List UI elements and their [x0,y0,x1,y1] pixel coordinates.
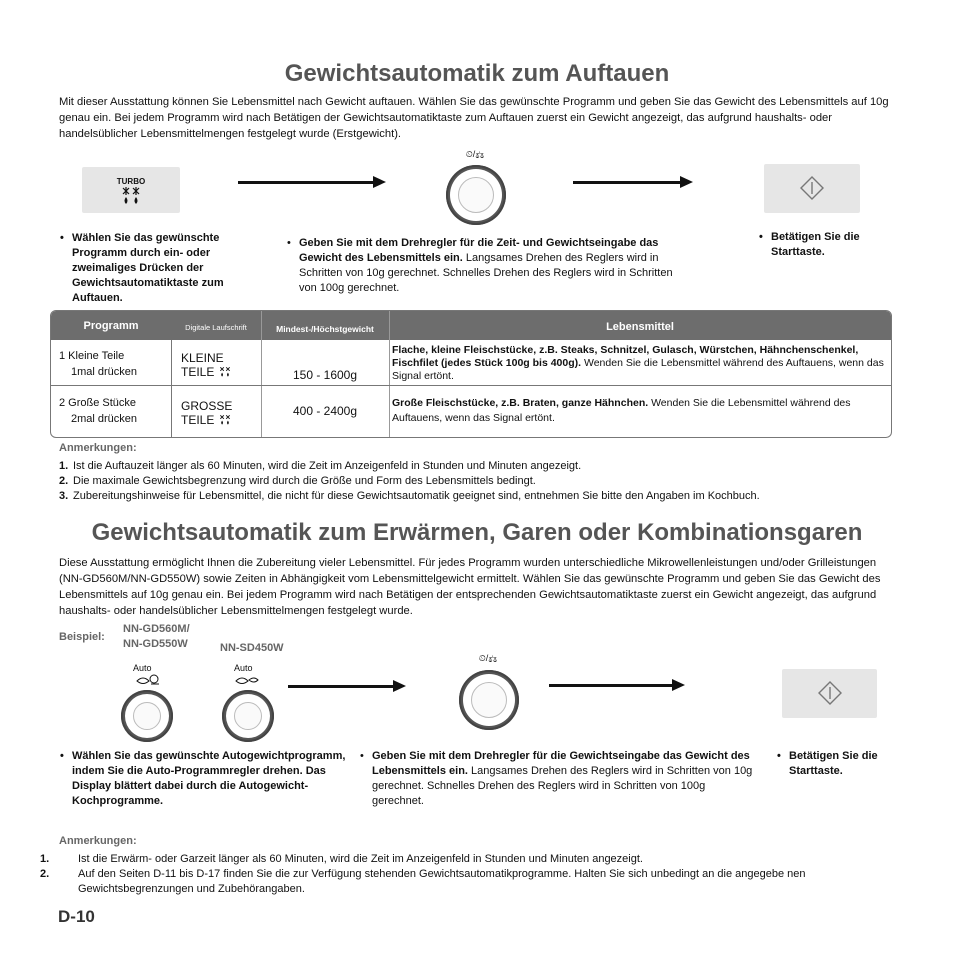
note-number: 2. [59,475,69,487]
model-a-line2: NN-GD550W [123,638,188,650]
header-lebensmittel: Lebensmittel [606,321,674,333]
row1-food-text: Wenden Sie die Lebensmittel während des Auftauens, wenn das Signal ertönt. [392,357,884,382]
auto-label-2: Auto [234,663,253,673]
model-b: NN-SD450W [220,642,284,654]
row2-programm-2: 2mal drücken [71,413,138,425]
start-button-2[interactable] [782,669,877,718]
arrow-right-4 [549,684,673,687]
note-item [59,474,899,489]
bullet-dot: • [287,237,291,249]
row1-food [392,344,888,383]
defrost-icon [119,186,143,206]
section1-notes [59,459,899,504]
row1-food-bold: Flache, kleine Fleischstücke, z.B. Steaks, Schnitzel, Gulasch, Würstchen, Hähnchenschenkel, Fischfilet (jedes Stück 100g bis 400g). [392,344,859,369]
example-label: Beispiel: [59,631,105,643]
defrost-icon [218,414,232,426]
row2-food-text: Wenden Sie die Lebensmittel während des Auftauens, wenn das Signal ertönt. [392,397,851,424]
row1-display-1: KLEINE [181,351,224,365]
row2-food-bold: Große Fleischstücke, z.B. Braten, ganze Hähnchen. [392,397,649,409]
bullet-dot: • [759,231,763,243]
auto-program-dial-2[interactable] [222,690,274,742]
bullet-dot: • [360,750,364,762]
row1-programm-2: 1mal drücken [71,366,138,378]
section2-step2-bold: Geben Sie mit dem Drehregler für die Gewichtseingabe das Gewicht des Lebensmittels ein. [372,750,750,777]
section2-step3-text: Betätigen Sie die Starttaste. [789,750,878,777]
weight-dial[interactable] [459,670,519,730]
section1-step3-text: Betätigen Sie die Starttaste. [771,231,860,258]
section1-step1 [60,231,257,306]
header-gewicht: Mindest-/Höchstgewicht [276,324,374,334]
model-a-line1: NN-GD560M/ [123,623,190,635]
row2-display-1: GROSSE [181,399,233,413]
section1-title: Gewichtsautomatik zum Auftauen [284,60,670,87]
section1-step2-bold: Geben Sie mit dem Drehregler für die Zeit- und Gewichtseingabe das Gewicht des Lebensmittels ein. [299,237,659,264]
note-text: Die maximale Gewichtsbegrenzung wird durch die Größe und Form des Lebensmittels bedingt. [73,475,536,487]
header-programm: Programm [83,320,139,332]
defrost-program-table [50,310,892,438]
header-digitale-laufschrift: Digitale Laufschrift [185,323,247,332]
section1-step2-text: Langsames Drehen des Reglers wird in Schritten von 10g gerechnet. Schnelles Drehen des Reglers wird in Schritten von 100g gerechnet. [299,252,673,294]
time-weight-dial[interactable] [446,165,506,225]
page-number: D-10 [58,907,95,926]
start-button[interactable] [764,164,860,213]
section1-intro: Mit dieser Ausstattung können Sie Lebensmittel nach Gewicht auftauen. Wählen Sie das gewünschte Programm und geben Sie das Gewicht des Lebensmittels auf 10g genau ein. Bei jedem Programm wird nach Betätigen der Gewichtsautomatiktaste zum Auftauen zuerst ein Gewicht angezeigt, das aufgrund haushalts- oder handelsüblicher Lebensmittelmengen festgelegt wurde (Erstgewicht). [59,96,889,140]
row1-display-2-text: TEILE [181,365,215,379]
section2-intro: Diese Ausstattung ermöglicht Ihnen die Zubereitung vieler Lebensmittel. Für jedes Programm wurden unterschiedliche Mikrowellenleistungen und/oder Grilleistungen (NN-GD560M/NN-GD550W) sowie Zeiten in Abhängigkeit vom Lebensmittelgewicht ermittelt. Wählen Sie das gewünschte Programm und geben Sie das Gewicht des Lebensmittels auf 10g genau ein. Bei jedem Programm wird nach Betätigen der entsprechenden Gewichtsautomatiktaste zuerst ein Gewicht angezeigt, das aufgrund haushalts- oder handelsüblicher Lebensmittelmengen festgelegt wurde. [59,557,881,617]
section2-step3 [777,749,884,779]
note-item [40,852,895,867]
arrow-right-2 [573,181,681,184]
time-weight-dial-label: ⏲/⚖ [465,149,485,159]
note-text: Auf den Seiten D-11 bis D-17 finden Sie die zur Verfügung stehenden Gewichtsautomatikprogramme. Halten Sie sich unbedingt an die angegebe nen Gewichtsbegrenzungen und Zubehörangaben. [78,868,806,895]
section1-step2 [287,236,691,296]
defrost-icon [218,366,232,378]
section1-notes-title: Anmerkungen: [59,442,137,454]
bullet-dot: • [60,232,64,244]
row1-weight: 150 - 1600g [292,368,358,382]
model-a [123,622,190,652]
section2-notes [40,852,895,897]
section1-step1-text: Wählen Sie das gewünschte Programm durch ein- oder zweimaliges Drücken der Gewichtsautomatiktaste zum Auftauen. [72,232,224,304]
turbo-label: TURBO [116,177,146,186]
section2-step2-text: Langsames Drehen des Reglers wird in Schritten von 10g gerechnet. Schnelles Drehen des Reglers wird in Schritten von 100g gerechnet. [372,765,753,807]
section1-step3 [759,230,881,260]
note-item [59,459,899,474]
bullet-dot: • [60,750,64,762]
row1-programm-1: 1 Kleine Teile [59,350,125,362]
section2-step1-text: Wählen Sie das gewünschte Autogewichtprogramm, indem Sie die Auto-Programmregler drehen. Das Display blättert dabei durch die Autogewicht-Kochprogramme. [72,750,346,807]
note-text: Ist die Erwärm- oder Garzeit länger als 60 Minuten, wird die Zeit im Anzeigenfeld in Stunden und Minuten angezeigt. [78,853,643,865]
auto-program-dial-1[interactable] [121,690,173,742]
note-item [59,489,899,504]
turbo-defrost-button[interactable] [82,167,180,213]
section2-notes-title: Anmerkungen: [59,835,137,847]
start-icon [800,176,824,200]
note-text: Zubereitungshinweise für Lebensmittel, die nicht für diese Gewichtsautomatik geeignet sind, entnehmen Sie bitte den Angaben im Kochbuch. [73,490,760,502]
note-number: 1. [59,460,69,472]
note-text: Ist die Auftauzeit länger als 60 Minuten, wird die Zeit im Anzeigenfeld in Stunden und Minuten angezeigt. [73,460,582,472]
row2-programm-1: 2 Große Stücke [59,397,137,409]
bullet-dot: • [777,750,781,762]
row2-food [392,396,890,426]
note-number: 2. [40,868,50,880]
weight-dial-label: ⏲/⚖ [478,653,498,663]
note-number: 1. [40,853,50,865]
arrow-right-3 [288,685,394,688]
section2-step2 [360,749,757,809]
food-icon [234,673,260,687]
col-divider [389,311,390,437]
arrow-right-1 [238,181,374,184]
row2-weight: 400 - 2400g [292,404,358,418]
row-divider [51,385,891,386]
section2-step1 [60,749,347,809]
food-icon [135,673,161,687]
note-number: 3. [59,490,69,502]
start-icon [818,681,842,705]
auto-label-1: Auto [133,663,152,673]
note-item [40,867,895,897]
col-divider [171,340,172,437]
row2-display-2-text: TEILE [181,413,215,427]
row2-display-2 [181,413,232,427]
row1-display-2 [181,365,232,379]
section2-title: Gewichtsautomatik zum Erwärmen, Garen oder Kombinationsgaren [91,519,863,546]
